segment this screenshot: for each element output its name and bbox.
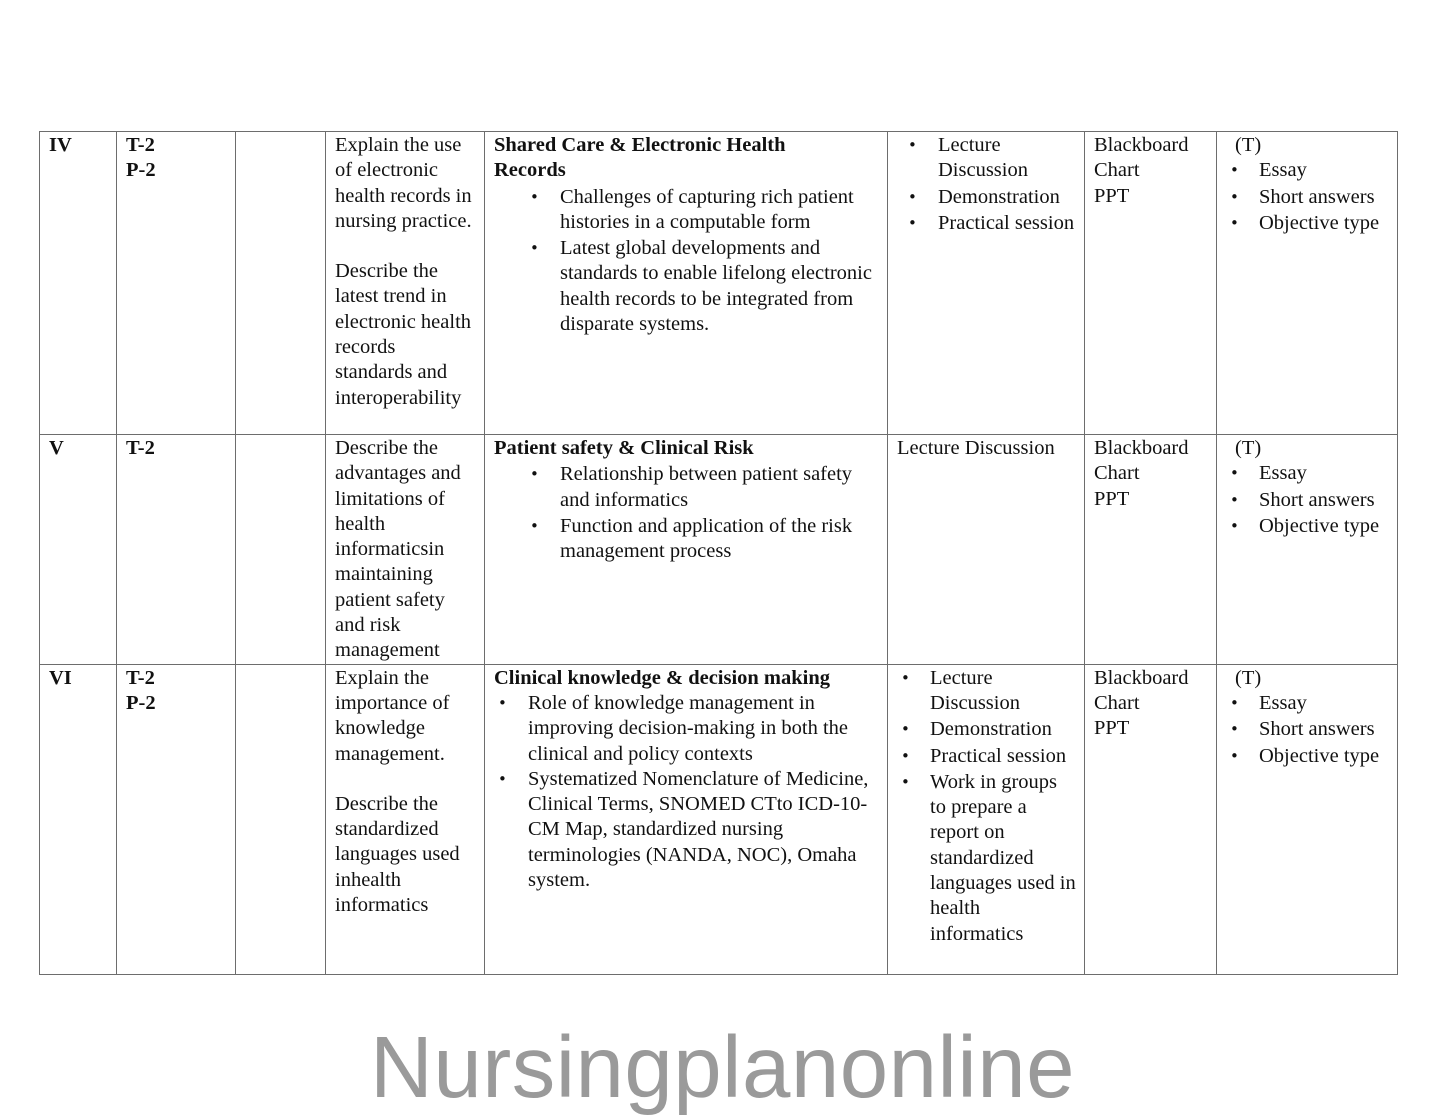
aid: PPT <box>1094 184 1130 207</box>
time-practical: P-2 <box>126 691 156 714</box>
list-item: • Objective type <box>1226 514 1389 539</box>
methods-cell <box>888 664 1085 974</box>
unit-cell: V <box>40 435 117 665</box>
objective: Describe the standardized languages used inhealth informatics <box>335 792 460 917</box>
list-item: • Essay <box>1226 461 1389 486</box>
content-cell <box>485 664 888 974</box>
content-title: Shared Care & Electronic Health <box>494 134 786 156</box>
time-practical: P-2 <box>126 159 156 182</box>
list-item: • Demonstration <box>897 185 1076 210</box>
aid: Blackboard <box>1094 666 1189 689</box>
syllabus-table <box>39 131 1398 975</box>
list-item: • Objective type <box>1226 211 1389 236</box>
evaluation-type: (T) <box>1235 437 1262 459</box>
list-item: • Challenges of capturing rich patient histories in a computable form <box>494 185 879 236</box>
table-row <box>40 435 1398 665</box>
time-cell <box>117 435 236 665</box>
list-item: • Function and application of the risk management process <box>494 514 879 565</box>
objective: Describe the advantages and limitations of health informaticsin maintaining patient safety and risk management <box>335 437 461 662</box>
methods-list <box>897 133 1076 236</box>
objective: Explain the use of electronic health records in nursing practice. <box>335 134 472 232</box>
list-item: • Practical session <box>897 211 1076 236</box>
aid: Chart <box>1094 159 1140 182</box>
hours-cell <box>236 664 326 974</box>
list-item: • Essay <box>1226 691 1389 716</box>
time-theory: T-2 <box>126 437 155 459</box>
unit-cell: IV <box>40 132 117 435</box>
content-title: Clinical knowledge & decision making <box>494 666 831 689</box>
list-item: • Latest global developments and standards to enable lifelong electronic health records to be integrated from disparate systems. <box>494 236 879 337</box>
objectives-cell <box>326 132 485 435</box>
content-list <box>494 185 879 338</box>
content-list <box>494 691 879 893</box>
list-item: • Relationship between patient safety and informatics <box>494 462 879 513</box>
aids-cell <box>1085 132 1217 435</box>
aid: Blackboard <box>1094 437 1189 459</box>
methods-cell: Lecture Discussion <box>888 435 1085 665</box>
time-theory: T-2 <box>126 666 155 689</box>
content-title: Patient safety & Clinical Risk <box>494 437 754 459</box>
aids-cell <box>1085 664 1217 974</box>
content-list <box>494 462 879 564</box>
list-item: • Short answers <box>1226 488 1389 513</box>
aid: PPT <box>1094 487 1130 510</box>
aid: Chart <box>1094 691 1140 714</box>
unit-cell: VI <box>40 664 117 974</box>
evaluation-cell <box>1217 664 1398 974</box>
evaluation-list <box>1226 158 1389 236</box>
aid: Chart <box>1094 462 1140 485</box>
objectives-cell <box>326 664 485 974</box>
evaluation-type: (T) <box>1235 134 1262 156</box>
table-row <box>40 132 1398 435</box>
list-item: • Essay <box>1226 158 1389 183</box>
objective: Explain the importance of knowledge management. <box>335 666 450 765</box>
list-item: • Systematized Nomenclature of Medicine, Clinical Terms, SNOMED CTto ICD-10-CM Map, standardized nursing terminologies (NANDA, NOC), Omaha system. <box>494 767 879 893</box>
list-item: • Short answers <box>1226 185 1389 210</box>
content-cell <box>485 435 888 665</box>
methods-list <box>897 666 1076 947</box>
aids-cell <box>1085 435 1217 665</box>
time-theory: T-2 <box>126 134 155 156</box>
objective: Describe the latest trend in electronic health records standards and interoperability <box>335 260 472 409</box>
list-item: • Lecture Discussion <box>897 666 1076 717</box>
list-item: • Short answers <box>1226 717 1389 742</box>
evaluation-list <box>1226 461 1389 539</box>
evaluation-cell <box>1217 435 1398 665</box>
evaluation-cell <box>1217 132 1398 435</box>
aid: PPT <box>1094 717 1130 740</box>
objectives-cell <box>326 435 485 665</box>
content-title: Records <box>494 159 566 182</box>
list-item: • Lecture Discussion <box>897 133 1076 184</box>
table-row <box>40 664 1398 974</box>
aid: Blackboard <box>1094 134 1189 156</box>
list-item: • Demonstration <box>897 717 1076 742</box>
time-cell <box>117 664 236 974</box>
evaluation-list <box>1226 691 1389 769</box>
hours-cell <box>236 132 326 435</box>
list-item: • Role of knowledge management in improving decision-making in both the clinical and policy contexts <box>494 691 879 767</box>
watermark: Nursingplanonline <box>370 1019 1075 1116</box>
content-cell <box>485 132 888 435</box>
time-cell <box>117 132 236 435</box>
evaluation-type: (T) <box>1235 666 1262 689</box>
methods-cell <box>888 132 1085 435</box>
hours-cell <box>236 435 326 665</box>
list-item: • Practical session <box>897 744 1076 769</box>
list-item: • Work in groups to prepare a report on standardized languages used in health informatics <box>897 770 1076 947</box>
list-item: • Objective type <box>1226 744 1389 769</box>
